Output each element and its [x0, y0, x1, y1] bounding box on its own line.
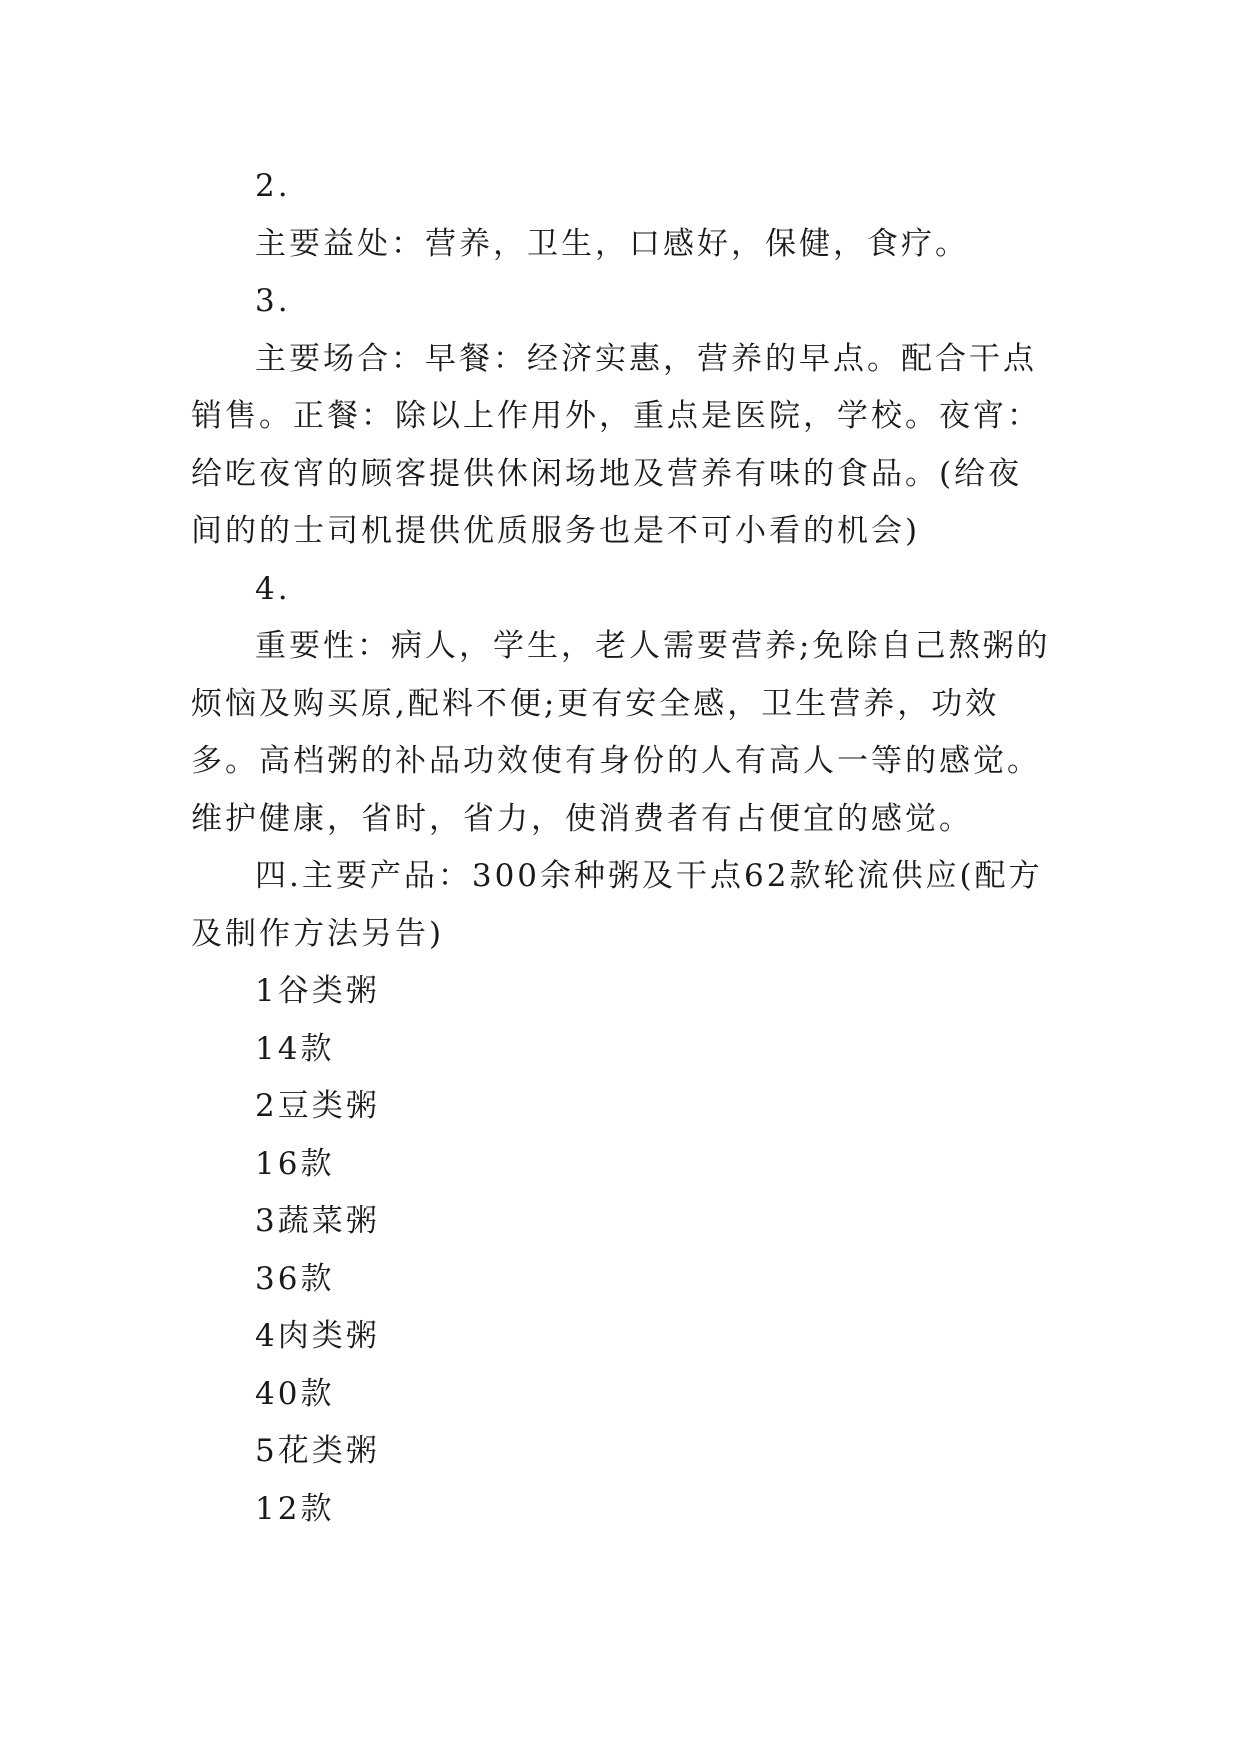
product-category: 2豆类粥: [255, 1088, 380, 1124]
product-category: 4肉类粥: [255, 1318, 380, 1354]
product-count: 14款: [255, 1030, 335, 1067]
product-category: 3蔬菜粥: [255, 1203, 380, 1239]
section-number: 2.: [255, 168, 291, 204]
document-body: [191, 158, 1051, 1538]
occasions-paragraph: 主要场合：早餐：经济实惠，营养的早点。配合干点销售。正餐：除以上作用外，重点是医院，学校。夜宵：给吃夜宵的顾客提供休闲场地及营养有味的食品。(给夜间的的士司机提供优质服务也是不可小看的机会): [191, 340, 1041, 549]
product-category: 5花类粥: [255, 1433, 380, 1469]
product-category: 1谷类粥: [255, 973, 380, 1009]
importance-paragraph: 重要性：病人，学生，老人需要营养;免除自己熬粥的烦恼及购买原,配料不便;更有安全感，卫生营养，功效多。高档粥的补品功效使有身份的人有高人一等的感觉。维护健康，省时，省力，使消费者有占便宜的感觉。: [191, 628, 1051, 837]
section-number: 4.: [255, 570, 291, 607]
section-number: 3.: [255, 283, 291, 319]
product-count: 40款: [255, 1375, 335, 1412]
benefits-paragraph: 主要益处：营养，卫生，口感好，保健，食疗。: [255, 225, 969, 262]
product-count: 36款: [255, 1260, 335, 1297]
product-count: 16款: [255, 1145, 335, 1182]
products-heading: 四.主要产品：300余种粥及干点62款轮流供应(配方及制作方法另告): [191, 858, 1043, 952]
product-count: 12款: [255, 1490, 335, 1527]
